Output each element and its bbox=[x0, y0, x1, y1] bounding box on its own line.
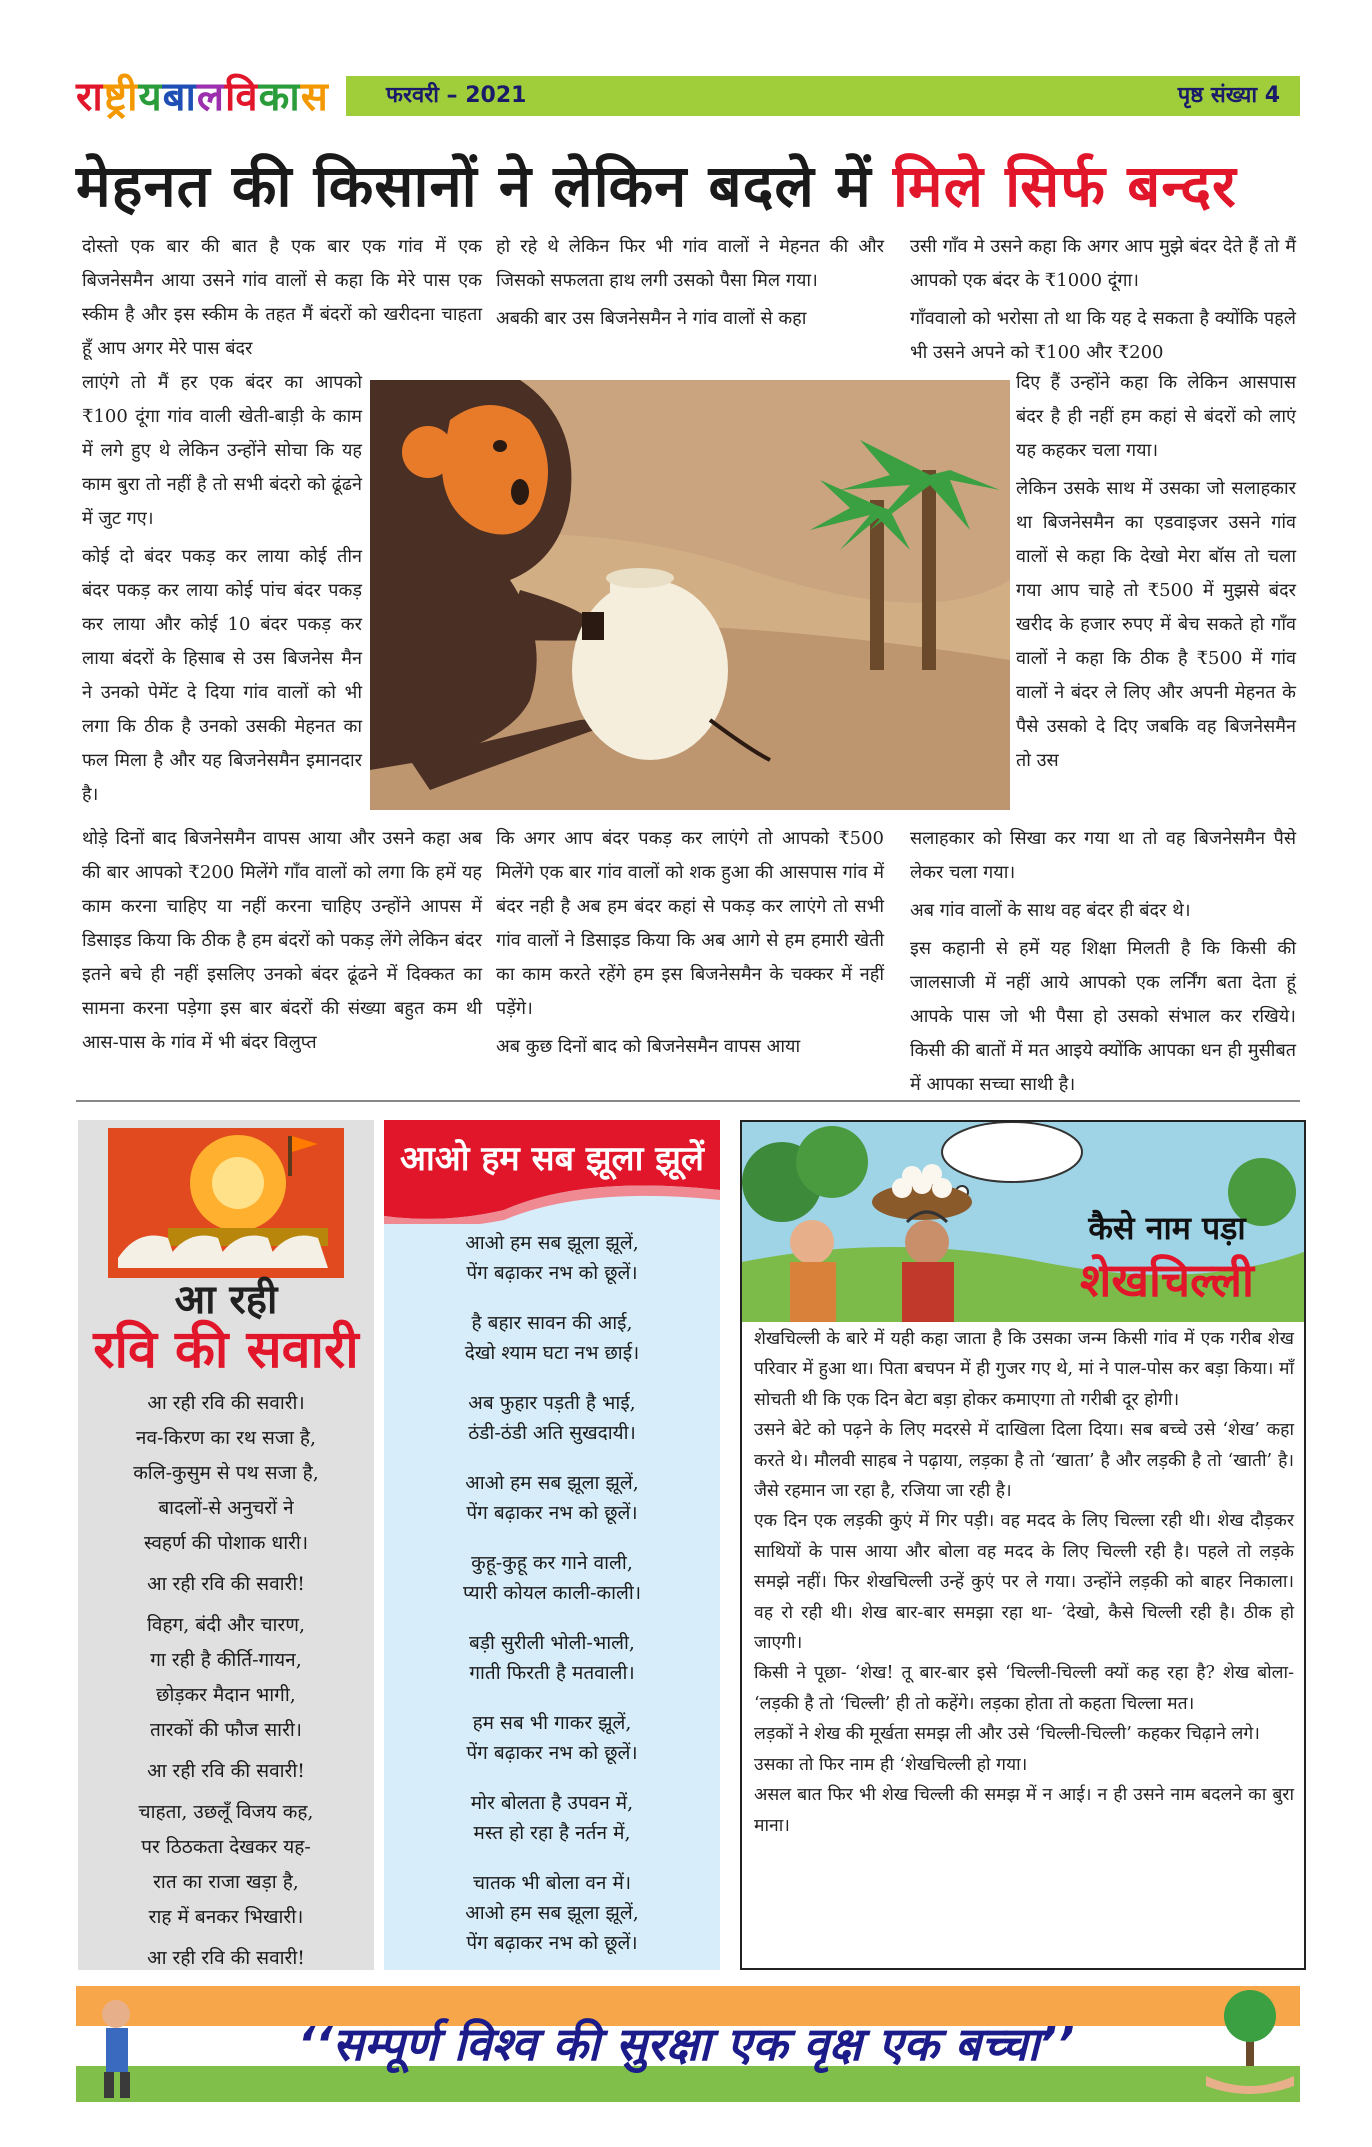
poem-line: पेंग बढ़ाकर नभ को छूलें। bbox=[466, 1262, 638, 1284]
poem-line: छोड़कर मैदान भागी, bbox=[156, 1684, 296, 1706]
poem-body bbox=[384, 1228, 720, 1978]
page-number: पृष्ठ संख्या 4 bbox=[1177, 83, 1280, 108]
poem-box-ravi-ki-savari bbox=[78, 1120, 374, 1970]
poem-stanza bbox=[384, 1468, 720, 1528]
story-paragraph: लड़कों ने शेख की मूर्खता समझ ली और उसे ‘चिल्ली-चिल्ली’ कहकर चिढ़ाने लगे। bbox=[754, 1724, 1260, 1745]
masthead-letter: य bbox=[138, 74, 163, 120]
story-paragraph: लेकिन उसके साथ में उसका जो सलाहकार था बिजनेसमैन का एडवाइजर उसने गांव वालों से कहा कि देखो मेरा बॉस तो चला गया आप चाहे तो ₹500 में मुझसे बंदर खरीद के हजार रुपए में बेच सकते हो गाँव वालों ने कहा कि ठीक है ₹500 में गांव वालों ने बंदर ले लिए और अपनी मेहनत के पैसे उसको दे दिए जबकि वह बिजनेसमैन तो उस bbox=[1016, 478, 1296, 771]
story-paragraph: अब कुछ दिनों बाद को बिजनेसमैन वापस आया bbox=[496, 1036, 801, 1057]
poem-stanza bbox=[78, 1795, 374, 1935]
story-paragraph: असल बात फिर भी शेख चिल्ली की समझ में न आई। न ही उसने नाम बदलने का बुरा माना। bbox=[754, 1785, 1294, 1836]
story-paragraph: उसका तो फिर नाम ही ‘शेखचिल्ली हो गया। bbox=[754, 1754, 1028, 1775]
story-paragraph: शेखचिल्ली के बारे में यही कहा जाता है कि उसका जन्म किसी गांव में एक गरीब शेख परिवार में हुआ था। पिता बचपन में ही गुजर गए थे, मां ने पाल-पोस कर बड़ा किया। माँ सोचती थी कि एक दिन बेटा बड़ा होकर कमाएगा तो गरीबी दूर होगी। bbox=[754, 1329, 1294, 1410]
masthead-letter: का bbox=[258, 74, 301, 120]
masthead-logo bbox=[76, 72, 329, 122]
story-column-1-top bbox=[82, 230, 482, 370]
poem-line: आ रही रवि की सवारी! bbox=[147, 1947, 305, 1969]
story-paragraph: अब गांव वालों के साथ वह बंदर ही बंदर थे। bbox=[910, 900, 1191, 921]
story-paragraph: दिए हैं उन्होंने कहा कि लेकिन आसपास बंदर है ही नहीं हम कहां से बंदरों को लाएं यह कहकर चला गया। bbox=[1016, 372, 1296, 461]
story-paragraph: अबकी बार उस बिजनेसमैन ने गांव वालों से कहा bbox=[496, 308, 807, 329]
story-paragraph: किसी ने पूछा- ‘शेख! तू बार-बार इसे ‘चिल्ली-चिल्ली क्यों कह रहा है? शेख बोला- ‘लड़की है तो ‘चिल्ली’ ही तो कहेंगे। लड़का होता तो कहता चिल्ला मत। bbox=[754, 1663, 1294, 1714]
poem-line: है बहार सावन की आई, bbox=[471, 1312, 633, 1334]
masthead-letter: ल bbox=[196, 74, 225, 120]
masthead-letter: वि bbox=[225, 74, 259, 120]
poem-line: आओ हम सब झूला झूलें, bbox=[465, 1902, 639, 1924]
poem-stanza bbox=[384, 1628, 720, 1688]
poem-box-jhula bbox=[384, 1120, 720, 1970]
story-paragraph: सलाहकार को सिखा कर गया था तो वह बिजनेसमैन पैसे लेकर चला गया। bbox=[910, 828, 1296, 883]
poem-line: पेंग बढ़ाकर नभ को छूलें। bbox=[466, 1932, 638, 1954]
issue-date: फरवरी – 2021 bbox=[386, 83, 527, 108]
poem-stanza bbox=[78, 1754, 374, 1789]
story-column-3-top bbox=[910, 230, 1296, 374]
poem-line: बादलों-से अनुचरों ने bbox=[158, 1497, 294, 1519]
story-title-line-2: शेखचिल्ली bbox=[1080, 1253, 1254, 1307]
story-paragraph: लाएंगे तो मैं हर एक बंदर का आपको ₹100 दूंगा गांव वाली खेती-बाड़ी के काम में लगे हुए थे लेकिन उन्होंने सोचा कि यह काम बुरा तो नहीं है तो सभी बंदरो को ढूंढने में जुट गए। bbox=[82, 372, 362, 529]
poem-line: तारकों की फौज सारी। bbox=[150, 1719, 302, 1741]
poem-line: स्वहर्ण की पोशाक धारी। bbox=[143, 1532, 309, 1554]
poem-title: आओ हम सब झूला झूलें bbox=[400, 1139, 704, 1179]
section-divider bbox=[76, 1100, 1300, 1102]
monkey-jar-picture bbox=[370, 380, 1010, 810]
poem-line: आ रही रवि की सवारी। bbox=[147, 1392, 305, 1414]
poem-line: आओ हम सब झूला झूलें, bbox=[465, 1472, 639, 1494]
poem-line: पेंग बढ़ाकर नभ को छूलें। bbox=[466, 1502, 638, 1524]
story-column-3-middle bbox=[1016, 366, 1296, 782]
poem-stanza bbox=[78, 1941, 374, 1976]
poem-stanza bbox=[78, 1386, 374, 1561]
poem-line: कलि-कुसुम से पथ सजा है, bbox=[133, 1462, 319, 1484]
poem-stanza bbox=[384, 1548, 720, 1608]
poem-line: अब फुहार पड़ती है भाई, bbox=[468, 1392, 636, 1414]
story-paragraph: हो रहे थे लेकिन फिर भी गांव वालों ने मेहनत की और जिसको सफलता हाथ लगी उसको पैसा मिल गया। bbox=[496, 236, 884, 291]
story-column-3-bottom bbox=[910, 822, 1296, 1106]
story-column-2-top bbox=[496, 230, 884, 340]
monkey-illustration bbox=[370, 380, 1010, 810]
poem-line: आ रही रवि की सवारी! bbox=[147, 1760, 305, 1782]
headline-part-red: मिले सिर्फ बन्दर bbox=[892, 152, 1237, 220]
poem-line: नव-किरण का रथ सजा है, bbox=[135, 1427, 317, 1449]
story-paragraph: दोस्तो एक बार की बात है एक बार एक गांव में एक बिजनेसमैन आया उसने गांव वालों से कहा कि मेरे पास एक स्कीम है और इस स्कीम के तहत मैं बंदरों को खरीदना चाहता हूँ आप अगर मेरे पास बंदर bbox=[82, 236, 482, 359]
poem-line: चाहता, उछलूँ विजय कह, bbox=[138, 1801, 314, 1823]
poem-line: आओ हम सब झूला झूलें, bbox=[465, 1232, 639, 1254]
story-paragraph: उसी गाँव मे उसने कहा कि अगर आप मुझे बंदर देते हैं तो मैं आपको एक बंदर के ₹1000 दूंगा। bbox=[910, 236, 1296, 291]
poem-line: पेंग बढ़ाकर नभ को छूलें। bbox=[466, 1742, 638, 1764]
poem-line: रात का राजा खड़ा है, bbox=[153, 1871, 299, 1893]
story-paragraph: कि अगर आप बंदर पकड़ कर लाएंगे तो आपको ₹500 मिलेंगे एक बार गांव वालों को शक हुआ की आसपास गांव में बंदर नही है अब हम बंदर कहां से पकड़ कर लाएंगे तो सभी गांव वालों ने डिसाइड किया कि अब आगे से हम हमारी खेती का काम करते रहेंगे हम इस बिजनेसमैन के चक्कर में नहीं पड़ेंगे। bbox=[496, 828, 884, 1019]
story-paragraph: उसने बेटे को पढ़ने के लिए मदरसे में दाखिला दिला दिया। सब बच्चे उसे ‘शेख’ कहा करते थे। मौलवी साहब ने पढ़ाया, लड़का है तो ‘खाता’ है और लड़की है तो ‘खाती’ है। जैसे रहमान जा रहा है, रजिया जा रही है। bbox=[754, 1420, 1294, 1502]
poem-stanza bbox=[78, 1608, 374, 1748]
poem-line: प्यारी कोयल काली-काली। bbox=[462, 1582, 642, 1604]
story-column-2-bottom bbox=[496, 822, 884, 1068]
story-paragraph: कोई दो बंदर पकड़ कर लाया कोई तीन बंदर पकड़ कर लाया कोई पांच बंदर पकड़ कर लाया और कोई 10 बंदर पकड़ कर लाया बंदरों के हिसाब से उस बिजनेस मैन ने उनको पेमेंट दे दिया गांव वालों को भी लगा कि ठीक है उनको उसकी मेहनत का फल मिला है और यह बिजनेसमैन इमानदार है। bbox=[82, 546, 362, 805]
story-column-1-bottom bbox=[82, 822, 482, 1064]
page-header bbox=[76, 72, 1300, 122]
masthead-letter: स bbox=[300, 74, 329, 120]
poem-line: हम सब भी गाकर झूलें, bbox=[472, 1712, 632, 1734]
poem-line: आ रही रवि की सवारी! bbox=[147, 1573, 305, 1595]
headline bbox=[76, 146, 1300, 226]
poem-line: गाती फिरती है मतवाली। bbox=[469, 1662, 635, 1684]
poem-title-line-1: आ रही bbox=[174, 1277, 278, 1323]
poem-line: गा रही है कीर्ति-गायन, bbox=[150, 1649, 302, 1671]
poem-stanza bbox=[384, 1388, 720, 1448]
story-box-sheikh-chilli bbox=[740, 1120, 1306, 1970]
story-column-1-middle bbox=[82, 366, 362, 816]
sun-chariot-illustration bbox=[108, 1128, 344, 1278]
story-title-line-1: कैसे नाम पड़ा bbox=[1088, 1209, 1246, 1247]
slogan-text: ‘‘सम्पूर्ण विश्व की सुरक्षा एक वृक्ष एक बच्चा’’ bbox=[297, 2017, 1075, 2071]
masthead-letter: ष्ट्री bbox=[103, 74, 139, 120]
masthead-letter: रा bbox=[76, 74, 104, 120]
poem-line: विहग, बंदी और चारण, bbox=[146, 1614, 306, 1636]
poem-stanza bbox=[384, 1308, 720, 1368]
poem-stanza bbox=[384, 1228, 720, 1288]
poem-line: पर ठिठकता देखकर यह- bbox=[141, 1836, 311, 1858]
poem-line: मोर बोलता है उपवन में, bbox=[470, 1792, 634, 1814]
slogan-banner bbox=[76, 1986, 1300, 2102]
story-paragraph: इस कहानी से हमें यह शिक्षा मिलती है कि किसी की जालसाजी में नहीं आये आपको एक लर्निंग बता देता हूं आपके पास जो भी पैसा हो उसको संभाल कर रखिये। किसी की बातों में मत आइये क्योंकि आपका धन ही मुसीबत में आपका सच्चा साथी है। bbox=[910, 938, 1296, 1095]
poem-line: कुहू-कुहू कर गाने वाली, bbox=[471, 1552, 633, 1574]
story-paragraph: गाँववालो को भरोसा तो था कि यह दे सकता है क्योंकि पहले भी उसने अपने को ₹100 और ₹200 bbox=[910, 308, 1296, 363]
poem-stanza bbox=[384, 1708, 720, 1768]
poem-line: ठंडी-ठंडी अति सुखदायी। bbox=[468, 1422, 636, 1444]
poem-title-banner bbox=[384, 1120, 720, 1224]
headline-part-black: मेहनत की किसानों ने लेकिन बदले में bbox=[76, 152, 893, 220]
poem-stanza bbox=[384, 1788, 720, 1848]
poem-line: देखो श्याम घटा नभ छाई। bbox=[464, 1342, 640, 1364]
poem-stanza bbox=[384, 1868, 720, 1958]
sun-chariot-icon bbox=[108, 1128, 344, 1278]
story-paragraph: थोड़े दिनों बाद बिजनेसमैन वापस आया और उसने कहा अब की बार आपको ₹200 मिलेंगे गाँव वालों को लगा कि हमें यह काम करना चाहिए या नहीं करना चाहिए उन्होंने आपस में डिसाइड किया कि ठीक है हम बंदरों को पकड़ लेंगे लेकिन बंदर इतने बचे ही नहीं इसलिए उनको बंदर ढूंढने में दिक्कत का सामना करना पड़ेगा इस बार बंदरों की संख्या बहुत कम थी आस-पास के गांव में भी बंदर विलुप्त bbox=[82, 828, 482, 1053]
masthead-letter: बा bbox=[162, 74, 197, 120]
poem-title-line-2: रवि की सवारी bbox=[93, 1320, 359, 1380]
poem-stanza bbox=[78, 1567, 374, 1602]
poem-line: चातक भी बोला वन में। bbox=[472, 1872, 632, 1894]
story-body bbox=[754, 1324, 1294, 1841]
poem-line: मस्त हो रहा है नर्तन में, bbox=[473, 1822, 631, 1844]
poem-line: राह में बनकर भिखारी। bbox=[148, 1906, 304, 1928]
poem-body bbox=[78, 1386, 374, 1982]
poem-line: बड़ी सुरीली भोली-भाली, bbox=[469, 1632, 635, 1654]
story-paragraph: एक दिन एक लड़की कुएं में गिर पड़ी। वह मदद के लिए चिल्ला रही थी। शेख दौड़कर साथियों के पास आया और बोला वह मदद के लिए चिल्ली रही है। पहले तो लड़के समझे नहीं। फिर शेखचिल्ली उन्हें कुएं पर ले गया। उन्होंने लड़की को बाहर निकाला। वह रो रही थी। शेख बार-बार समझा रहा था- ‘देखो, कैसे चिल्ली रही है। ठीक हो जाएगी। bbox=[754, 1511, 1294, 1654]
